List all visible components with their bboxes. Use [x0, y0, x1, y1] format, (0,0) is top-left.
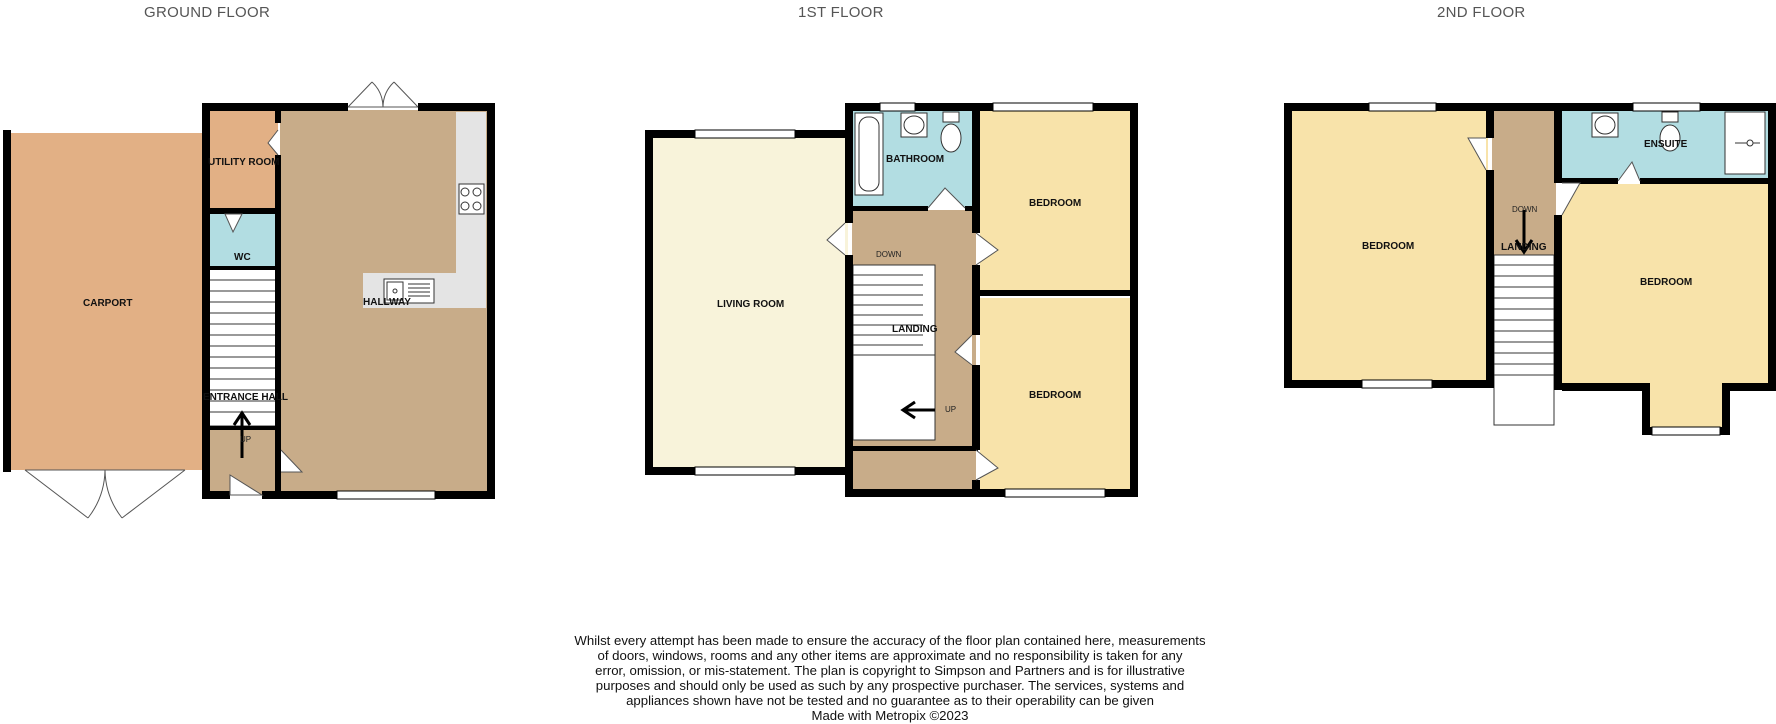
- first-down-label: DOWN: [876, 250, 902, 259]
- toilet-icon: [941, 112, 961, 152]
- disclaimer-line: Whilst every attempt has been made to ensure the accuracy of the floor plan contained here, measurements: [574, 633, 1206, 648]
- second-floor-title: 2ND FLOOR: [1437, 4, 1526, 21]
- first-floor-title: 1ST FLOOR: [798, 4, 884, 21]
- hob-icon: [459, 184, 484, 214]
- living-room-label: LIVING ROOM: [717, 299, 785, 310]
- shower-icon: [1725, 112, 1765, 174]
- entrance-hall-label: ENTRANCE HALL: [203, 392, 288, 403]
- ground-floor-plan: [3, 82, 495, 518]
- first-stairs: [853, 265, 935, 440]
- carport-label: CARPORT: [83, 298, 133, 309]
- disclaimer-line: error, omission, or mis-statement. The plan is copyright to Simpson and Partners and is for illustrative: [595, 663, 1185, 679]
- basin-icon: [901, 113, 927, 137]
- patio-doors: [348, 82, 418, 107]
- disclaimer-credit: Made with Metropix ©2023: [811, 708, 969, 724]
- ground-up-label: UP: [240, 435, 252, 444]
- bath-icon: [855, 113, 883, 195]
- landing-2-label: LANDING: [1501, 242, 1547, 253]
- bedroom-2b-area: [1562, 184, 1768, 430]
- hallway-label: HALLWAY: [363, 297, 411, 308]
- disclaimer-line: appliances shown have not be tested and no guarantee as to their operability can be given: [626, 693, 1154, 709]
- second-floor-plan: [1284, 103, 1776, 435]
- second-down-label: DOWN: [1512, 205, 1538, 214]
- utility-room-label: UTILITY ROOM: [208, 157, 280, 168]
- ground-front-window: [337, 491, 435, 499]
- bedroom-1a-label: BEDROOM: [1029, 198, 1082, 209]
- carport-wall-left: [3, 130, 11, 472]
- disclaimer-line: purposes and should only be used as such by any prospective purchaser. The services, systems and: [595, 678, 1185, 694]
- bedroom-2b-label: BEDROOM: [1640, 277, 1693, 288]
- ground-floor-title: GROUND FLOOR: [144, 4, 271, 21]
- ensuite-label: ENSUITE: [1644, 139, 1688, 150]
- carport-doors: [25, 470, 185, 518]
- bathroom-label: BATHROOM: [886, 154, 945, 165]
- second-stairs: [1494, 255, 1554, 425]
- disclaimer-line: of doors, windows, rooms and any other items are approximate and no responsibility is taken for any: [597, 648, 1183, 664]
- bedroom-2a-label: BEDROOM: [1362, 241, 1415, 252]
- disclaimer-text: [520, 633, 1260, 724]
- wc-label: WC: [234, 252, 251, 263]
- bedroom-1b-label: BEDROOM: [1029, 390, 1082, 401]
- first-floor-plan: [645, 103, 1138, 497]
- first-up-label: UP: [945, 405, 957, 414]
- ensuite-basin-icon: [1592, 113, 1618, 137]
- landing-1-label: LANDING: [892, 324, 938, 335]
